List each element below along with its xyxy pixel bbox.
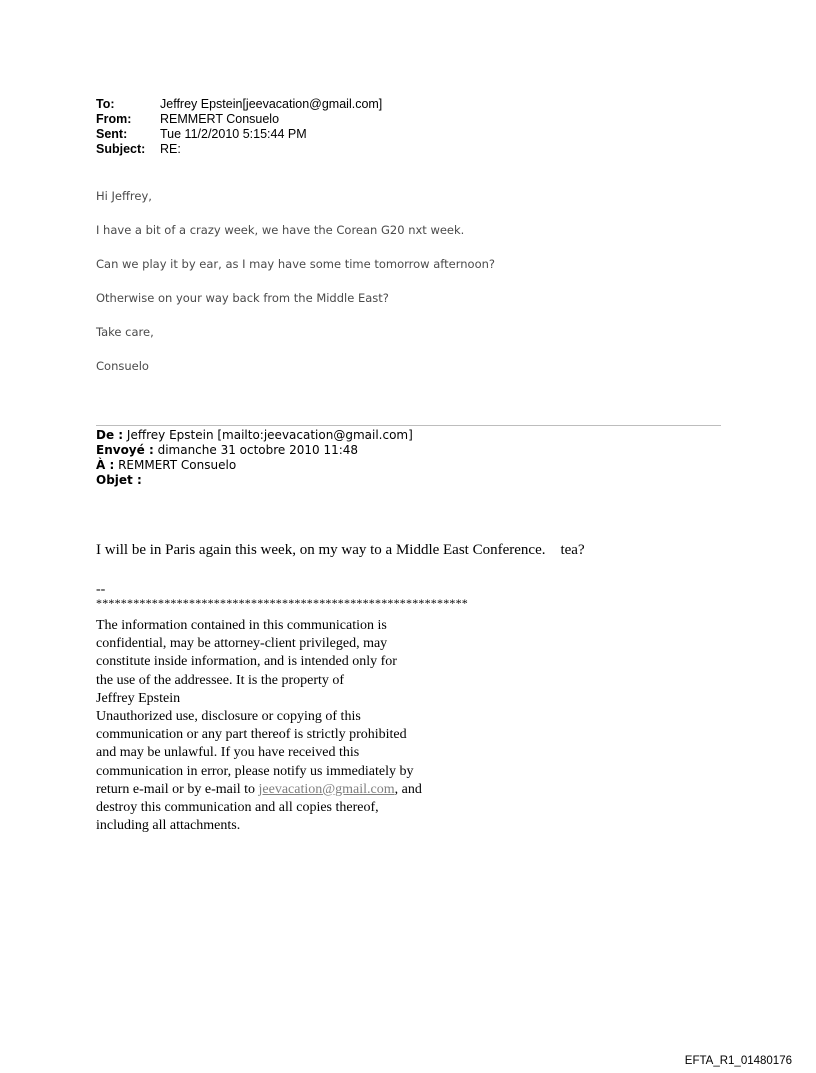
objet-label: Objet : — [96, 473, 142, 487]
signature-stars: ************************************************************ — [96, 596, 468, 610]
envoye-row — [96, 443, 413, 458]
from-label: From: — [96, 112, 132, 126]
original-message — [96, 542, 585, 559]
envoye-value: dimanche 31 octobre 2010 11:48 — [157, 443, 359, 457]
from-row — [96, 112, 382, 127]
forwarded-header — [96, 428, 413, 488]
to-row — [96, 97, 382, 112]
disclaimer-return-line — [96, 781, 496, 799]
envoye-label: Envoyé : — [96, 443, 154, 457]
message-divider — [96, 425, 721, 426]
disclaimer-line: confidential, may be attorney-client privileged, may — [96, 636, 388, 652]
reply-greeting: Hi Jeffrey, — [96, 189, 152, 203]
reply-line-1: I have a bit of a crazy week, we have the Corean G20 nxt week. — [96, 223, 465, 237]
disclaimer-line: Unauthorized use, disclosure or copying of this — [96, 709, 361, 725]
to-label: To: — [96, 97, 115, 111]
to-value: Jeffrey Epstein[jeevacation@gmail.com] — [160, 97, 383, 111]
return-prefix: return e-mail or by e-mail to — [96, 781, 259, 797]
return-suffix: , and — [394, 781, 422, 797]
de-value: Jeffrey Epstein [mailto:jeevacation@gmail.com] — [126, 428, 413, 442]
a-row — [96, 458, 413, 473]
original-message-text: I will be in Paris again this week, on my way to a Middle East Conference. — [96, 542, 546, 558]
signature-dashes: -- — [96, 582, 106, 597]
from-value: REMMERT Consuelo — [160, 112, 280, 126]
subject-label: Subject: — [96, 142, 146, 156]
disclaimer-line: constitute inside information, and is intended only for — [96, 654, 397, 670]
disclaimer-line: and may be unlawful. If you have received this — [96, 745, 360, 761]
disclaimer-line: the use of the addressee. It is the property of — [96, 672, 345, 688]
disclaimer — [96, 617, 496, 835]
original-message-tail: tea? — [560, 542, 585, 558]
reply-closing: Take care, — [96, 325, 154, 339]
de-row — [96, 428, 413, 443]
disclaimer-line: communication in error, please notify us immediately by — [96, 763, 414, 779]
document-id: EFTA_R1_01480176 — [684, 1055, 792, 1067]
disclaimer-line: The information contained in this communication is — [96, 618, 387, 633]
disclaimer-line: including all attachments. — [96, 818, 241, 834]
email-header — [96, 97, 382, 157]
disclaimer-line: Jeffrey Epstein — [96, 690, 181, 706]
disclaimer-line: communication or any part thereof is strictly prohibited — [96, 727, 407, 743]
reply-line-3: Otherwise on your way back from the Middle East? — [96, 291, 389, 305]
a-label: À : — [96, 458, 115, 472]
reply-line-2: Can we play it by ear, as I may have some time tomorrow afternoon? — [96, 257, 496, 271]
disclaimer-line: destroy this communication and all copies thereof, — [96, 800, 379, 816]
sent-row — [96, 127, 382, 142]
sent-value: Tue 11/2/2010 5:15:44 PM — [160, 127, 307, 141]
a-value: REMMERT Consuelo — [118, 458, 237, 472]
reply-signature: Consuelo — [96, 359, 149, 373]
sent-label: Sent: — [96, 127, 128, 141]
subject-value: RE: — [160, 142, 181, 156]
subject-row — [96, 142, 382, 157]
objet-row — [96, 473, 413, 488]
email-link[interactable]: jeevacation@gmail.com — [258, 781, 395, 797]
de-label: De : — [96, 428, 124, 442]
